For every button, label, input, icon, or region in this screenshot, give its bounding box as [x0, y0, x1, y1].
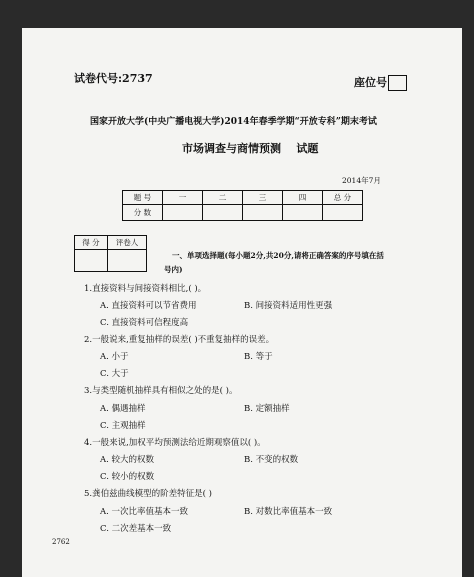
score-table-header: 题 号: [123, 191, 163, 205]
section1-heading: 一、单项选择题(每小题2分,共20分,请将正确答案的序号填在括: [172, 251, 384, 260]
score-cell: [203, 205, 243, 221]
section1-heading-cont: 号内): [164, 265, 183, 274]
score-table-total: 总 分: [323, 191, 363, 205]
question-1-option-b: B. 间接资料适用性更强: [244, 301, 333, 311]
question-4-stem: 4.一般来说,加权平均预测法给近期观察值以( )。: [84, 438, 266, 448]
question-3-option-b: B. 定额抽样: [244, 404, 290, 414]
grader-score-cell: [75, 250, 108, 272]
score-table-row-label: 分 数: [123, 205, 163, 221]
question-2-option-a: A. 小于: [100, 352, 129, 362]
exam-date: 2014年7月: [342, 176, 381, 185]
question-2-stem: 2.一般说来,重复抽样的误差( )不重复抽样的误差。: [84, 335, 275, 345]
score-table-col-3: 三: [243, 191, 283, 205]
question-1-option-a: A. 直接资料可以节省费用: [100, 301, 197, 311]
subject-title: 市场调查与商情预测 试题: [182, 142, 319, 155]
exam-paper: [22, 28, 462, 577]
score-table-col-4: 四: [283, 191, 323, 205]
question-3-option-a: A. 偶遇抽样: [100, 404, 146, 414]
question-2-option-b: B. 等于: [244, 352, 273, 362]
footer-paper-code: 2762: [52, 538, 70, 546]
question-2-option-c: C. 大于: [100, 369, 129, 379]
exam-title: 国家开放大学(中央广播电视大学)2014年春季学期“开放专科”期末考试: [90, 117, 377, 127]
grader-table: [74, 235, 147, 272]
question-5-option-a: A. 一次比率值基本一致: [100, 507, 189, 517]
score-cell: [163, 205, 203, 221]
score-cell: [283, 205, 323, 221]
score-table-col-1: 一: [163, 191, 203, 205]
score-table: [122, 190, 363, 221]
score-cell: [323, 205, 363, 221]
question-4-option-a: A. 较大的权数: [100, 455, 155, 465]
grader-name-label: 评卷人: [108, 236, 147, 250]
question-5-stem: 5.龚伯兹曲线模型的阶差特征是( ): [84, 489, 212, 499]
grader-name-cell: [108, 250, 147, 272]
question-3-option-c: C. 主观抽样: [100, 421, 146, 431]
score-cell: [243, 205, 283, 221]
paper-code: 试卷代号:2737: [74, 72, 153, 85]
question-3-stem: 3.与类型随机抽样具有相似之处的是( )。: [84, 386, 238, 396]
question-4-option-b: B. 不变的权数: [244, 455, 299, 465]
question-1-option-c: C. 直接资料可信程度高: [100, 318, 189, 328]
seat-number-label: 座位号: [354, 74, 407, 91]
score-table-col-2: 二: [203, 191, 243, 205]
question-4-option-c: C. 较小的权数: [100, 472, 155, 482]
question-5-option-b: B. 对数比率值基本一致: [244, 507, 333, 517]
seat-number-box: [388, 75, 407, 91]
question-5-option-c: C. 二次差基本一致: [100, 524, 172, 534]
grader-score-label: 得 分: [75, 236, 108, 250]
question-1-stem: 1.直接资料与间接资料相比,( )。: [84, 284, 207, 294]
